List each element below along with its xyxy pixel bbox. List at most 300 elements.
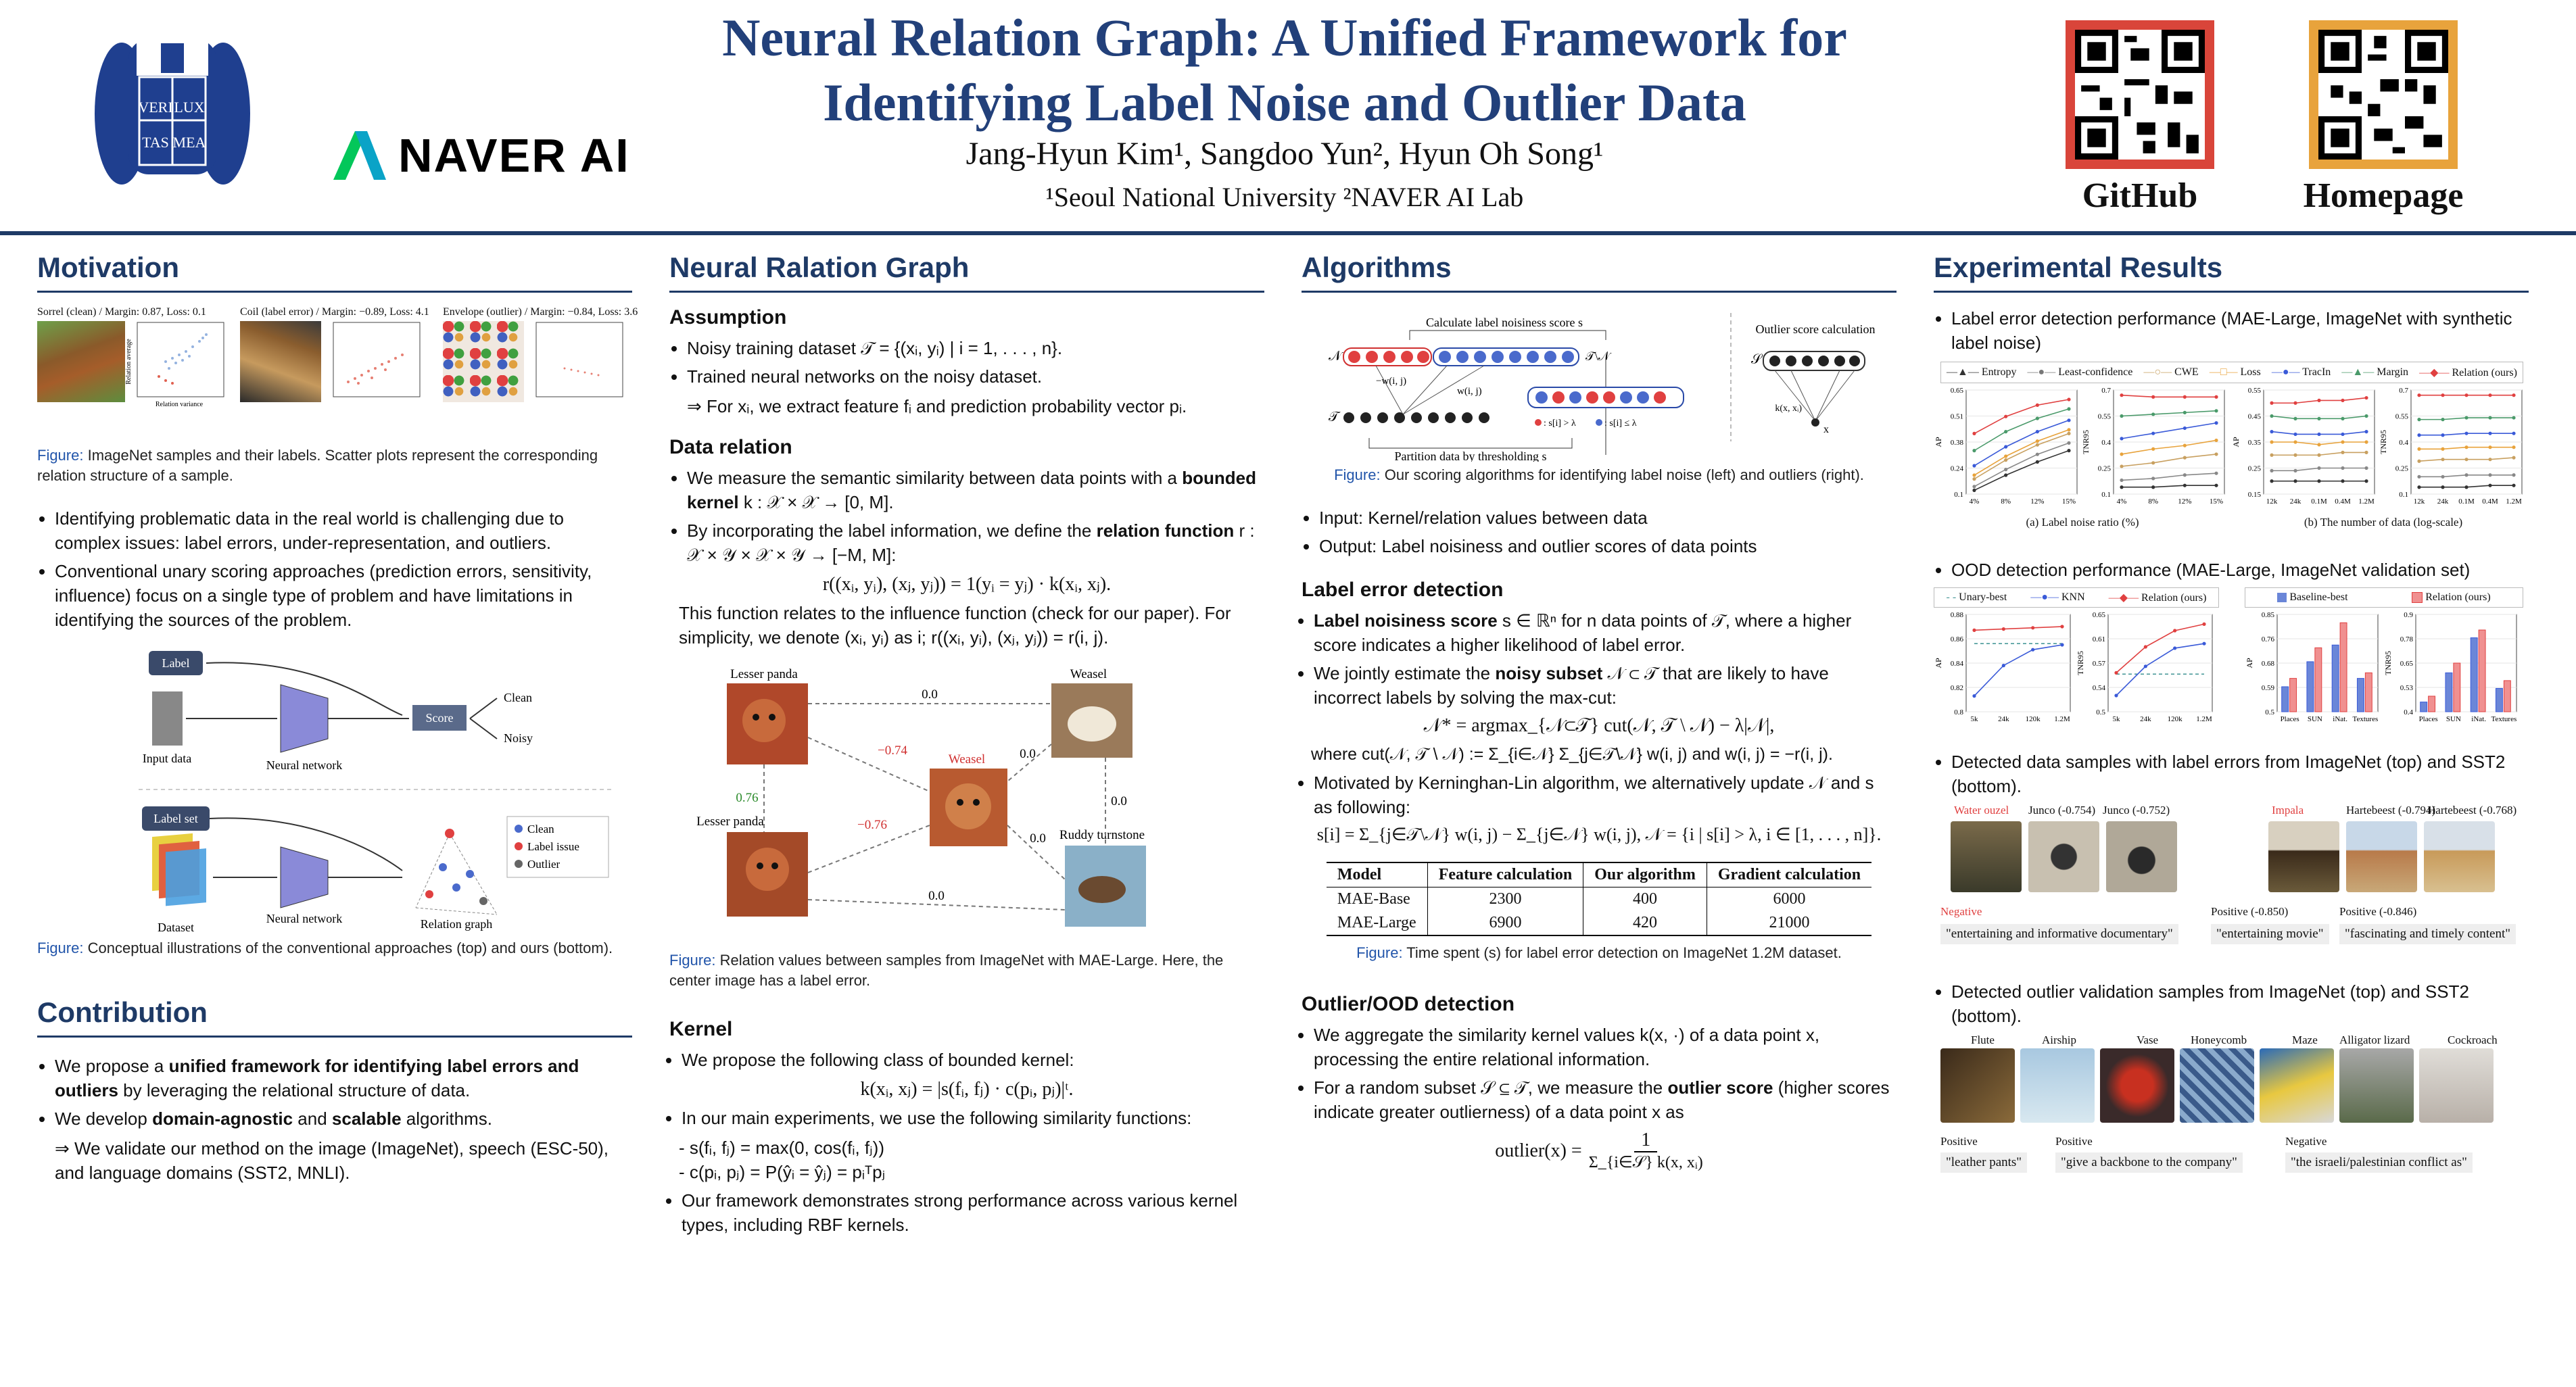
data-point xyxy=(2183,395,2187,399)
data-point xyxy=(2214,421,2218,424)
data-point xyxy=(2004,445,2007,448)
svg-text:Weasel: Weasel xyxy=(1070,667,1107,681)
sample-image xyxy=(2339,1048,2414,1123)
sample-quote: "give a backbone to the company" xyxy=(2055,1152,2243,1173)
panel-sorrel: Sorrel (clean) / Margin: 0.87, Loss: 0.1 Relation variance Relation average xyxy=(37,306,233,409)
subheading-ood-detection: Outlier/OOD detection xyxy=(1302,993,1515,1015)
data-relation-bullets xyxy=(669,466,1264,567)
data-point xyxy=(2317,433,2320,436)
led-bullets xyxy=(1302,608,1897,710)
kernel-equation: k(xᵢ, xⱼ) = |s(fᵢ, fⱼ) · c(pᵢ, pⱼ)|ᵗ. xyxy=(860,1079,1074,1100)
svg-text:w(i, j): w(i, j) xyxy=(1457,386,1482,397)
x-tick-label: 1.2M xyxy=(2196,715,2212,723)
data-point xyxy=(2120,452,2123,456)
x-tick-label: SUN xyxy=(2307,715,2322,723)
y-tick-label: 0.53 xyxy=(2400,684,2413,692)
scatter-plot-outlier xyxy=(524,321,625,409)
data-point xyxy=(2488,473,2491,477)
y-tick-label: 0.54 xyxy=(2092,684,2105,692)
update-equation: s[i] = Σ_{j∈𝒯\𝒩} w(i, j) − Σ_{j∈𝒩} w(i, j), 𝒩 = {i | s[i] > λ, i ∈ [1, . . . , n]}. xyxy=(1316,825,1882,844)
data-point xyxy=(2151,461,2155,464)
data-point xyxy=(2364,414,2368,418)
data-point xyxy=(2512,432,2515,435)
cut-definition: where cut(𝒩, 𝒯 \ 𝒩) := Σ_{i∈𝒩} Σ_{j∈𝒯\𝒩} w(i, j) and w(i, j) = −r(i, j). xyxy=(1311,745,1833,764)
data-point xyxy=(2067,397,2070,401)
sample-image xyxy=(2424,821,2495,892)
subheading-assumption: Assumption xyxy=(669,306,787,328)
bar xyxy=(2420,702,2427,712)
data-point xyxy=(2417,418,2420,421)
legend-loss: —□— Loss xyxy=(2209,366,2261,378)
kernel-bullets xyxy=(669,1048,1264,1072)
data-point xyxy=(2183,444,2187,447)
figure-caption: Figure: Relation values between samples from ImageNet with MAE-Large. Here, the center image has a label error. xyxy=(669,952,1224,989)
svg-text:0.0: 0.0 xyxy=(1030,831,1046,846)
data-point xyxy=(2293,433,2297,436)
data-point xyxy=(2488,432,2491,435)
ood-bar-legend: Baseline-best Relation (ours) xyxy=(2245,587,2523,608)
x-tick-label: 4% xyxy=(1969,497,1980,506)
x-tick-label: 5k xyxy=(2112,715,2120,723)
x-tick-label: 24k xyxy=(1998,715,2009,723)
column-motivation xyxy=(37,251,638,1185)
column-neural-relation-graph xyxy=(669,251,1264,1242)
x-tick-label: 12k xyxy=(2413,497,2425,506)
svg-text:Score: Score xyxy=(425,711,454,725)
ood-bullets xyxy=(1302,1023,1897,1124)
data-point xyxy=(2417,485,2420,489)
data-point xyxy=(2364,440,2368,443)
ood-charts xyxy=(1934,587,2529,736)
y-tick-label: 0.65 xyxy=(2400,660,2413,668)
data-point xyxy=(2317,417,2320,420)
data-point xyxy=(2364,451,2368,454)
y-tick-label: 0.61 xyxy=(2092,635,2105,643)
list-item: • Conventional unary scoring approaches (prediction errors, sensitivity, influence) focus on a single type of problem and have limitations in identifying the sources of the problem. xyxy=(55,559,632,632)
data-point xyxy=(2512,484,2515,487)
bar xyxy=(2429,696,2435,712)
data-point xyxy=(2341,451,2344,454)
data-point xyxy=(2144,664,2147,668)
kernel-bullets-3 xyxy=(669,1188,1264,1237)
data-point xyxy=(2002,664,2005,667)
led-bullets-2 xyxy=(1302,771,1897,819)
data-point xyxy=(2488,484,2491,487)
authors: Jang-Hyun Kim¹, Sangdoo Yun², Hyun Oh Song¹ xyxy=(965,136,1604,172)
results-bullet-4 xyxy=(1934,979,2529,1028)
assumption-note: ⇒ For xᵢ, we extract feature fᵢ and prediction probability vector pᵢ. xyxy=(687,396,1187,416)
bar xyxy=(2471,638,2477,712)
y-axis-label: AP xyxy=(1934,437,1943,447)
y-tick-label: 0.51 xyxy=(1950,412,1963,421)
x-tick-label: Textures xyxy=(2352,715,2379,723)
svg-text:Outlier score calculation: Outlier score calculation xyxy=(1755,322,1876,336)
y-tick-label: 0.35 xyxy=(2247,439,2261,447)
list-item: • We jointly estimate the noisy subset 𝒩 ⊂ 𝒯 that are likely to have incorrect labels by solving the max-cut: xyxy=(1314,661,1897,710)
x-tick-label: 4% xyxy=(2116,497,2127,506)
sample-quote: "entertaining and informative documentary" xyxy=(1940,924,2178,944)
data-point xyxy=(2151,485,2155,489)
data-point xyxy=(2067,449,2070,452)
maxcut-equation: 𝒩* = argmax_{𝒩⊂𝒯} cut(𝒩, 𝒯 \ 𝒩) − λ|𝒩|, xyxy=(1423,715,1775,736)
data-point xyxy=(1972,432,1976,435)
data-point xyxy=(2512,473,2515,477)
data-point xyxy=(1972,485,1976,488)
github-qr-code[interactable] xyxy=(2066,20,2214,169)
label-error-charts xyxy=(1934,362,2529,537)
y-tick-label: 0.84 xyxy=(1950,660,1963,668)
qr-pattern-icon xyxy=(2318,30,2448,160)
y-tick-label: 0.76 xyxy=(2261,635,2274,643)
data-point xyxy=(2202,642,2205,646)
x-tick-label: 15% xyxy=(2061,497,2076,506)
x-tick-label: 12% xyxy=(2178,497,2192,506)
relation-note: This function relates to the influence function (check for our paper). For simplicity, we denote (xᵢ, yᵢ) as i; r((xᵢ, yᵢ), (xⱼ, yⱼ)) = r(i, j). xyxy=(679,603,1231,648)
data-point xyxy=(2067,432,2070,435)
scatter-plot-clean xyxy=(125,321,226,409)
data-point xyxy=(2270,479,2273,483)
svg-text:MEA: MEA xyxy=(172,134,206,151)
data-point xyxy=(2512,445,2515,449)
data-point xyxy=(2441,433,2444,437)
y-axis-label: AP xyxy=(2245,658,2254,668)
data-point xyxy=(2036,460,2039,464)
panel-envelope: Envelope (outlier) / Margin: −0.84, Loss: 3.6 xyxy=(443,306,639,409)
kernel-bullets-2 xyxy=(669,1106,1264,1130)
data-point xyxy=(2004,454,2007,458)
data-point xyxy=(2031,648,2034,652)
data-point xyxy=(1972,449,1976,452)
y-tick-label: 0.7 xyxy=(2399,387,2408,395)
results-bullet-2 xyxy=(1934,558,2529,582)
assumption-bullets xyxy=(669,336,1264,389)
data-point xyxy=(2464,416,2468,419)
data-point xyxy=(2512,456,2515,460)
svg-text:Clean: Clean xyxy=(527,823,554,835)
legend-least-confidence: —●— Least-confidence xyxy=(2027,366,2133,378)
data-point xyxy=(1972,489,1976,492)
relation-equation: r((xᵢ, yᵢ), (xⱼ, yⱼ)) = 1(yᵢ = yⱼ) · k(xᵢ, xⱼ). xyxy=(822,574,1112,595)
list-item: • Motivated by Kerninghan-Lin algorithm, we alternatively update 𝒩 and s as following: xyxy=(1314,771,1897,819)
table-caption: Figure: Time spent (s) for label error detection on ImageNet 1.2M dataset. xyxy=(1356,944,1842,961)
svg-text:Lesser panda: Lesser panda xyxy=(730,667,798,681)
svg-text:𝒩: 𝒩 xyxy=(1329,349,1342,364)
svg-text:0.0: 0.0 xyxy=(928,889,945,903)
data-point xyxy=(1972,477,1976,481)
y-tick-label: 0.15 xyxy=(2247,491,2261,499)
sample-image xyxy=(2346,821,2417,892)
list-item: • Identifying problematic data in the real world is challenging due to complex issues: label errors, under-representation, and outliers. xyxy=(55,506,632,555)
sample-image xyxy=(2419,1048,2494,1123)
poster-title: Neural Relation Graph: A Unified Framework for Identifying Label Noise and Outlier Data xyxy=(722,8,1847,132)
data-point xyxy=(2270,469,2273,472)
y-tick-label: 0.25 xyxy=(2097,464,2111,473)
data-point xyxy=(2067,428,2070,431)
data-point xyxy=(2144,645,2147,648)
y-tick-label: 0.1 xyxy=(2101,491,2111,499)
header xyxy=(0,0,2576,231)
y-tick-label: 0.24 xyxy=(1950,464,1963,473)
affiliations: ¹Seoul National University ²NAVER AI Lab xyxy=(1045,182,1524,212)
legend-cwe: —○— CWE xyxy=(2143,366,2199,378)
data-point xyxy=(2183,427,2187,430)
subheading-label-error-detection: Label error detection xyxy=(1302,579,1504,601)
y-tick-label: 0.5 xyxy=(2265,708,2274,716)
bar xyxy=(2365,673,2372,712)
data-point xyxy=(2464,485,2468,489)
data-point xyxy=(2031,626,2034,629)
y-tick-label: 0.57 xyxy=(2092,660,2105,668)
y-tick-label: 0.55 xyxy=(2097,412,2111,421)
x-tick-label: 1.2M xyxy=(2358,497,2375,506)
homepage-qr-code[interactable] xyxy=(2309,20,2458,169)
data-point xyxy=(2341,399,2344,402)
svg-text:Partition data by thresholding: Partition data by thresholding s xyxy=(1394,449,1547,462)
data-point xyxy=(2512,416,2515,419)
data-point xyxy=(2151,412,2155,416)
figure-caption: Figure: Our scoring algorithms for identifying label noise (left) and outliers (right). xyxy=(1334,466,1864,483)
section-heading-results: Experimental Results xyxy=(1934,251,2529,293)
data-point xyxy=(2417,393,2420,397)
data-point xyxy=(2004,458,2007,462)
data-point xyxy=(2214,484,2218,487)
sample-image xyxy=(2100,1048,2174,1123)
data-point xyxy=(2270,414,2273,418)
data-point xyxy=(2417,460,2420,463)
data-point xyxy=(2317,454,2320,457)
data-point xyxy=(2004,468,2007,471)
y-tick-label: 0.65 xyxy=(1950,387,1963,395)
svg-text:−w(i, j): −w(i, j) xyxy=(1376,376,1407,387)
data-point xyxy=(2004,430,2007,433)
data-point xyxy=(2270,440,2273,443)
y-tick-label: 0.55 xyxy=(2395,412,2408,421)
qr-pattern-icon xyxy=(2075,30,2205,160)
svg-text:k(x, xᵢ): k(x, xᵢ) xyxy=(1775,404,1802,414)
naver-ai-logo xyxy=(328,128,630,182)
list-item: • We develop domain-agnostic and scalable algorithms. xyxy=(55,1106,632,1131)
svg-text:Label: Label xyxy=(162,656,190,670)
github-label[interactable]: GitHub xyxy=(2082,176,2198,215)
legend-entropy: —▲— Entropy xyxy=(1947,366,2017,378)
data-point xyxy=(2036,430,2039,433)
data-point xyxy=(2441,458,2444,461)
bar xyxy=(2454,663,2460,712)
svg-text:: s[i] > λ: : s[i] > λ xyxy=(1544,418,1576,429)
svg-text:0.76: 0.76 xyxy=(736,791,759,805)
svg-text:Ruddy turnstone: Ruddy turnstone xyxy=(1059,828,1145,842)
svg-text:Lesser panda: Lesser panda xyxy=(696,814,764,829)
x-tick-label: SUN xyxy=(2446,715,2461,723)
data-point xyxy=(2488,393,2491,397)
bar xyxy=(2357,679,2364,712)
x-tick-label: iNat. xyxy=(2471,715,2486,723)
data-point xyxy=(2004,473,2007,477)
y-tick-label: 0.25 xyxy=(2395,464,2408,473)
data-point xyxy=(2202,623,2205,626)
legend-relation: —◆— Relation (ours) xyxy=(2419,367,2517,379)
timing-table: Model Feature calculation Our algorithm Gradient calculation MAE-Base 2300 400 6000 MAE-Large 6900 420 21000 xyxy=(1327,862,1871,936)
data-point xyxy=(2036,439,2039,443)
data-point xyxy=(2341,417,2344,420)
svg-text:𝒯\𝒩: 𝒯\𝒩 xyxy=(1585,349,1611,363)
homepage-label[interactable]: Homepage xyxy=(2303,176,2464,215)
data-point xyxy=(2441,475,2444,479)
data-point xyxy=(2441,447,2444,451)
bar xyxy=(2446,673,2452,712)
panel-coil: Coil (label error) / Margin: −0.89, Loss: 4.1 xyxy=(240,306,436,409)
sample-image xyxy=(2180,1048,2254,1123)
x-tick-label: 24k xyxy=(2289,497,2301,506)
y-axis-label: TNR95 xyxy=(2081,430,2091,454)
data-point xyxy=(2464,473,2468,477)
scatter-plot-label-error xyxy=(321,321,423,409)
seal-text: VERI xyxy=(138,99,173,116)
data-point xyxy=(2120,414,2123,418)
data-point xyxy=(2293,417,2297,420)
svg-text:Relation variance: Relation variance xyxy=(155,401,204,408)
legend-tracin: —●— TracIn xyxy=(2271,366,2331,378)
x-tick-label: 120k xyxy=(2167,715,2183,723)
y-tick-label: 0.86 xyxy=(1950,635,1963,643)
data-point xyxy=(2151,395,2155,399)
naver-logo-mark-icon xyxy=(328,128,389,182)
x-tick-label: Textures xyxy=(2491,715,2517,723)
data-point xyxy=(2183,484,2187,487)
x-tick-label: 12k xyxy=(2266,497,2278,506)
column-experimental-results xyxy=(1934,251,2529,1189)
data-point xyxy=(2036,453,2039,456)
data-point xyxy=(2214,395,2218,399)
y-tick-label: 0.4 xyxy=(2404,708,2413,716)
y-tick-label: 0.25 xyxy=(2247,464,2261,473)
data-point xyxy=(2441,418,2444,421)
data-point xyxy=(2293,402,2297,405)
bar xyxy=(2315,648,2322,712)
data-point xyxy=(2341,433,2344,436)
data-point xyxy=(2488,416,2491,419)
sample-image xyxy=(2268,821,2339,892)
list-item: • Label noisiness score s ∈ ℝⁿ for n data points of 𝒯, where a higher score indicates a higher likelihood of label error. xyxy=(1314,608,1897,657)
list-item: • OOD detection performance (MAE-Large, ImageNet validation set) xyxy=(1951,558,2529,582)
sample-quote: "fascinating and timely content" xyxy=(2339,924,2516,944)
y-tick-label: 0.1 xyxy=(2399,491,2408,499)
svg-text:Noisy: Noisy xyxy=(504,731,533,745)
label-error-samples: Water ouzel Junco (-0.754) Junco (-0.752) Impala Hartebeest (-0.794) Hartebeest (-0.768) Negative Positive (-0.850) Positive (-0.846) "entertaining and informative documentary" "entertaining movie" "fascinating and timely content" xyxy=(1934,804,2529,966)
data-point xyxy=(1972,629,1976,632)
list-item: • Label error detection performance (MAE-Large, ImageNet with synthetic label noise) xyxy=(1951,306,2529,355)
bar xyxy=(2479,630,2485,712)
data-point xyxy=(2004,415,2007,418)
list-item: • Noisy training dataset 𝒯 = {(xᵢ, yᵢ) | i = 1, . . . , n}. xyxy=(687,336,1264,360)
figure-caption: Figure: ImageNet samples and their labels. Scatter plots represent the corresponding relation structure of a sample. xyxy=(37,447,598,484)
section-heading-algorithms: Algorithms xyxy=(1302,251,1897,293)
data-point xyxy=(2364,396,2368,399)
y-axis-label: TNR95 xyxy=(2076,651,2085,675)
outlier-samples: Flute Airship Vase Honeycomb Maze Alligator lizard Cockroach Positive Positive Negative "leather pants" "give a backbone to the company" "the israeli/palestinian conflict as" xyxy=(1934,1033,2529,1189)
sample-image xyxy=(2106,821,2177,892)
data-point xyxy=(2060,643,2064,646)
svg-text:−0.76: −0.76 xyxy=(857,818,887,832)
sample-image xyxy=(2260,1048,2334,1123)
data-point xyxy=(2060,625,2064,628)
y-tick-label: 0.82 xyxy=(1950,684,1963,692)
svg-text:Label issue: Label issue xyxy=(527,840,579,853)
y-tick-label: 0.55 xyxy=(2247,387,2261,395)
bar xyxy=(2282,687,2289,712)
list-item: • Our framework demonstrates strong performance across various kernel types, including RBF kernels. xyxy=(682,1188,1264,1237)
data-point xyxy=(2151,447,2155,451)
data-point xyxy=(2417,447,2420,451)
bar xyxy=(2340,623,2347,712)
x-tick-label: 1.2M xyxy=(2506,497,2522,506)
y-tick-label: 0.88 xyxy=(1950,611,1963,619)
x-tick-label: Places xyxy=(2280,715,2299,723)
x-tick-label: 1.2M xyxy=(2054,715,2070,723)
list-item: • Detected data samples with label errors from ImageNet (top) and SST2 (bottom). xyxy=(1951,750,2529,798)
relation-graph-figure xyxy=(669,663,1264,947)
data-point xyxy=(2512,393,2515,397)
chart-legend xyxy=(1940,362,2523,383)
sample-image xyxy=(1940,1048,2015,1123)
outlier-equation: outlier(x) = 1 Σ_{i∈𝒮} k(x, xᵢ) xyxy=(1495,1129,1703,1171)
data-point xyxy=(2120,393,2123,397)
data-point xyxy=(2341,466,2344,470)
data-point xyxy=(2173,646,2176,650)
subheading-data-relation: Data relation xyxy=(669,436,792,458)
x-tick-label: 8% xyxy=(2148,497,2159,506)
list-item: • We aggregate the similarity kernel values k(x, ·) of a data point x, processing the entire relational information. xyxy=(1314,1023,1897,1071)
y-tick-label: 0.68 xyxy=(2261,660,2274,668)
data-point xyxy=(2270,430,2273,433)
data-point xyxy=(2364,479,2368,483)
list-item: • Output: Label noisiness and outlier scores of data points xyxy=(1319,534,1897,558)
data-point xyxy=(2317,479,2320,483)
results-bullet-3 xyxy=(1934,750,2529,798)
x-tick-label: 0.4M xyxy=(2482,497,2498,506)
data-point xyxy=(2067,407,2070,410)
io-bullets xyxy=(1302,506,1897,558)
list-item: • Detected outlier validation samples from ImageNet (top) and SST2 (bottom). xyxy=(1951,979,2529,1028)
data-point xyxy=(2151,477,2155,480)
data-point xyxy=(2341,440,2344,443)
data-point xyxy=(2317,443,2320,446)
data-point xyxy=(1972,473,1976,477)
bar xyxy=(2290,679,2297,712)
bar xyxy=(2496,688,2502,712)
data-point xyxy=(2441,393,2444,397)
section-heading-motivation: Motivation xyxy=(37,251,632,293)
y-tick-label: 0.4 xyxy=(2101,439,2111,447)
bar xyxy=(2504,681,2510,712)
svg-text:Neural network: Neural network xyxy=(266,758,343,772)
list-item: • We measure the semantic similarity between data points with a bounded kernel k : 𝒳 × 𝒳 → [0, M]. xyxy=(687,466,1264,514)
sample-image xyxy=(2020,1048,2095,1123)
data-point xyxy=(2173,629,2176,632)
svg-text:Calculate label noisiness scor: Calculate label noisiness score s xyxy=(1426,316,1583,329)
data-point xyxy=(2120,479,2123,482)
data-point xyxy=(2364,430,2368,433)
chart-noise-ap xyxy=(1934,386,2082,514)
data-point xyxy=(2293,469,2297,472)
conceptual-illustration xyxy=(37,644,632,935)
svg-text:x: x xyxy=(1823,424,1829,435)
data-point xyxy=(2293,440,2297,443)
list-item: • For a random subset 𝒮 ⊆ 𝒯, we measure the outlier score (higher scores indicate greater outlierness) of a data point x as xyxy=(1314,1075,1897,1124)
chart-ood-tnr xyxy=(2076,610,2218,732)
data-point xyxy=(2464,445,2468,449)
y-axis-label: TNR95 xyxy=(2379,430,2388,454)
